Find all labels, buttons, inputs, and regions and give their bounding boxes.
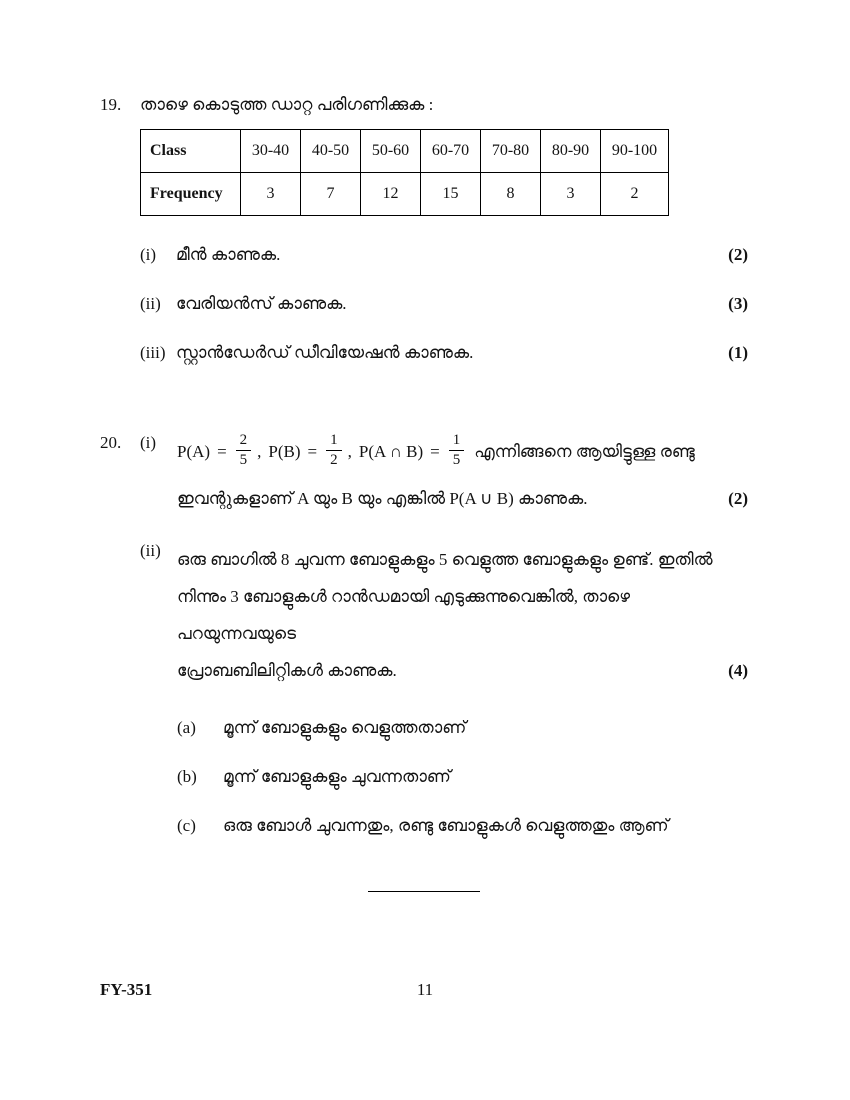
question-20-part-i <box>140 433 748 509</box>
table-cell-frequency: 12 <box>361 173 421 216</box>
question-19-part-i <box>140 245 748 265</box>
marks-badge: (2) <box>728 245 748 264</box>
table-cell-class: 30-40 <box>241 130 301 173</box>
fraction-numerator: 1 <box>452 432 461 448</box>
subpart-label: (a) <box>177 717 196 737</box>
part-text: സ്റ്റാൻഡേർഡ് ഡീവിയേഷൻ കാണുക. <box>176 343 474 362</box>
table-cell-frequency: 7 <box>301 173 361 216</box>
question-20 <box>100 433 748 836</box>
fraction-pab <box>449 432 465 470</box>
marks-badge: (3) <box>728 294 748 313</box>
part-ii-text-line2: നിന്നും 3 ബോളുകൾ റാൻഡമായി എടുക്കുന്നുവെങ്കിൽ, താഴെ പറയുന്നവയുടെ <box>177 586 631 643</box>
part-i-text-line2: ഇവന്റുകളാണ് A യും B യും എങ്കിൽ P(A ∪ B) കാണുക. <box>177 488 588 508</box>
fraction-denominator: 5 <box>449 450 465 469</box>
fraction-denominator: 5 <box>236 450 252 469</box>
fraction-numerator: 2 <box>239 432 248 448</box>
equals-sign: = <box>217 441 227 461</box>
question-20-part-ii <box>140 541 748 836</box>
table-cell-class: 60-70 <box>421 130 481 173</box>
question-19-number: 19. <box>100 95 122 114</box>
table-cell-frequency: 3 <box>541 173 601 216</box>
table-cell-class: 80-90 <box>541 130 601 173</box>
math-term-pb: P(B) <box>268 441 301 461</box>
table-cell-frequency: 3 <box>241 173 301 216</box>
part-ii-text-line1: ഒരു ബാഗിൽ 8 ചുവന്ന ബോളുകളും 5 വെളുത്ത ബോളുകളും ഉണ്ട്. ഇതിൽ <box>177 549 713 569</box>
comma: , <box>257 441 262 461</box>
table-cell-class: 90-100 <box>601 130 669 173</box>
part-ii-text-line3-row <box>177 652 748 689</box>
fraction-denominator: 2 <box>326 450 342 469</box>
table-row-class <box>141 130 669 173</box>
frequency-table <box>140 129 669 216</box>
part-label: (i) <box>140 433 157 452</box>
part-i-body <box>177 433 748 509</box>
probability-equation-line <box>177 433 748 471</box>
fraction-numerator: 1 <box>330 432 338 448</box>
math-term-pa: P(A) <box>177 441 211 461</box>
table-header-class: Class <box>141 130 241 173</box>
table-header-frequency: Frequency <box>141 173 241 216</box>
table-cell-class: 50-60 <box>361 130 421 173</box>
part-text: മീൻ കാണുക. <box>176 245 281 264</box>
marks-badge: (2) <box>728 488 748 508</box>
end-of-paper-rule <box>368 891 480 892</box>
question-19-body <box>140 95 748 363</box>
question-19-prompt: താഴെ കൊടുത്ത ഡാറ്റ പരിഗണിക്കുക : <box>140 95 434 114</box>
table-cell-frequency: 15 <box>421 173 481 216</box>
subpart-label: (c) <box>177 815 196 835</box>
paper-code: FY-351 <box>100 980 153 999</box>
marks-badge: (1) <box>728 343 748 362</box>
question-19 <box>100 95 748 363</box>
question-19-part-ii <box>140 294 748 314</box>
subpart-c <box>177 816 748 836</box>
subpart-a <box>177 718 748 738</box>
question-19-part-iii <box>140 343 748 363</box>
part-ii-text-line3: പ്രോബബിലിറ്റികൾ കാണുക. <box>177 660 397 680</box>
part-i-text-line1: എന്നിങ്ങനെ ആയിട്ടുള്ള രണ്ടു <box>474 441 695 461</box>
page-number: 11 <box>416 980 434 999</box>
question-20-body <box>140 433 748 836</box>
question-20-number: 20. <box>100 433 122 452</box>
part-text: വേരിയൻസ് കാണുക. <box>176 294 347 313</box>
table-cell-class: 70-80 <box>481 130 541 173</box>
marks-badge: (4) <box>728 660 748 680</box>
table-cell-frequency: 2 <box>601 173 669 216</box>
part-label: (ii) <box>140 294 161 313</box>
subpart-b <box>177 767 748 787</box>
subpart-text: മൂന്ന് ബോളുകളും വെളുത്തതാണ് <box>223 717 467 737</box>
part-i-text-line2-row <box>177 489 748 509</box>
equals-sign: = <box>430 441 440 461</box>
fraction-pa <box>236 432 252 470</box>
part-label: (iii) <box>140 343 166 362</box>
subpart-label: (b) <box>177 766 197 786</box>
subpart-text: മൂന്ന് ബോളുകളും ചുവന്നതാണ് <box>223 766 451 786</box>
comma: , <box>347 441 352 461</box>
table-cell-frequency: 8 <box>481 173 541 216</box>
table-row-frequency <box>141 173 669 216</box>
math-term-pab: P(A ∩ B) <box>358 441 424 461</box>
part-label: (ii) <box>140 540 161 560</box>
table-cell-class: 40-50 <box>301 130 361 173</box>
page-footer <box>0 980 850 1004</box>
part-label: (i) <box>140 245 157 264</box>
subpart-text: ഒരു ബോൾ ചുവന്നതും, രണ്ടു ബോളുകൾ വെളുത്തതും ആണ് <box>223 815 669 835</box>
fraction-pb <box>326 432 342 470</box>
part-ii-body <box>177 541 748 836</box>
equals-sign: = <box>307 441 318 461</box>
